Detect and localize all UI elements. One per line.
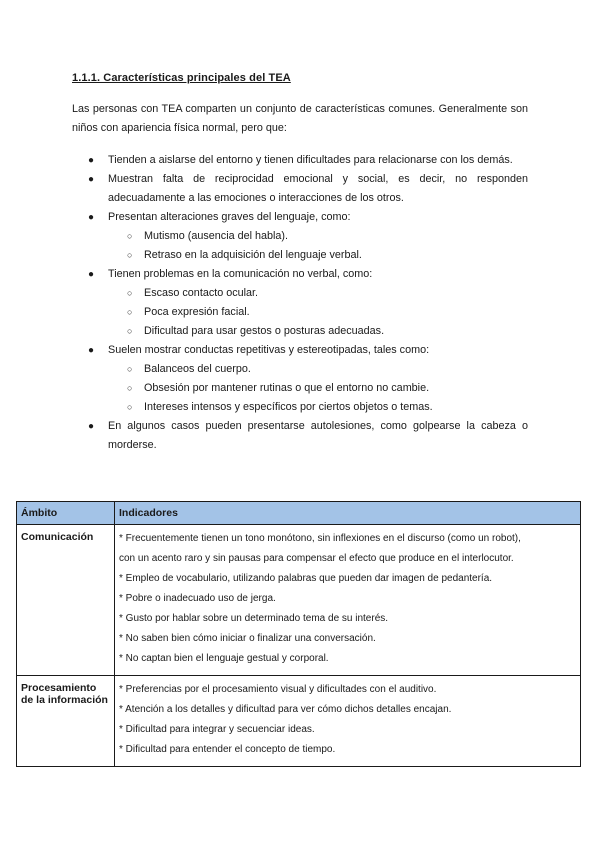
- sub-list-item-text: Retraso en la adquisición del lenguaje verbal.: [144, 249, 362, 261]
- sub-list-item: [72, 322, 528, 341]
- indicator-line: * Frecuentemente tienen un tono monótono, sin inflexiones en el discurso (como un robot),: [119, 533, 521, 544]
- section-heading: 1.1.1. Características principales del TEA: [72, 72, 291, 84]
- list-item-text: Tienden a aislarse del entorno y tienen dificultades para relacionarse con los demás.: [108, 154, 513, 166]
- list-item: [72, 265, 528, 284]
- sub-list-item: [72, 284, 528, 303]
- circle-bullet-icon: ○: [127, 231, 133, 241]
- indicadores-cell: [115, 676, 581, 767]
- sub-list-item: [72, 360, 528, 379]
- list-item: [72, 170, 528, 208]
- list-item: [72, 151, 528, 170]
- characteristics-list: [72, 151, 528, 455]
- list-item-text: En algunos casos pueden presentarse autolesiones, como golpearse la cabeza o morderse.: [108, 420, 528, 451]
- list-item-text: Presentan alteraciones graves del lenguaje, como:: [108, 211, 351, 223]
- circle-bullet-icon: ○: [127, 402, 133, 412]
- indicator-line: * Gusto por hablar sobre un determinado tema de su interés.: [119, 613, 389, 624]
- header-ambito: Ámbito: [17, 502, 115, 525]
- table-row: [17, 525, 581, 676]
- table-row: [17, 676, 581, 767]
- sub-list-item-text: Balanceos del cuerpo.: [144, 363, 251, 375]
- list-item: [72, 208, 528, 227]
- indicator-line: * Preferencias por el procesamiento visual y dificultades con el auditivo.: [119, 684, 437, 695]
- list-item-text: Suelen mostrar conductas repetitivas y estereotipadas, tales como:: [108, 344, 430, 356]
- circle-bullet-icon: ○: [127, 307, 133, 317]
- bullet-icon: ●: [88, 269, 95, 280]
- indicator-line: * No saben bien cómo iniciar o finalizar una conversación.: [119, 633, 376, 644]
- header-indicadores: Indicadores: [115, 502, 581, 525]
- bullet-icon: ●: [88, 421, 95, 432]
- list-item: [72, 341, 528, 360]
- sub-list-item-text: Dificultad para usar gestos o posturas adecuadas.: [144, 325, 385, 337]
- indicator-line: * Empleo de vocabulario, utilizando palabras que pueden dar imagen de pedantería.: [119, 573, 493, 584]
- indicator-line: * Dificultad para integrar y secuenciar ideas.: [119, 724, 315, 735]
- indicator-line: * Atención a los detalles y dificultad para ver cómo dichos detalles encajan.: [119, 704, 452, 715]
- indicator-line: * Pobre o inadecuado uso de jerga.: [119, 593, 276, 604]
- circle-bullet-icon: ○: [127, 288, 133, 298]
- sub-list-item-text: Intereses intensos y específicos por ciertos objetos o temas.: [144, 401, 433, 413]
- bullet-icon: ●: [88, 212, 95, 223]
- indicators-table: [16, 501, 581, 767]
- list-item-text: Muestran falta de reciprocidad emocional y social, es decir, no responden adecuadamente a las emociones o interacciones de los otros.: [108, 173, 528, 204]
- bullet-icon: ●: [88, 155, 95, 166]
- circle-bullet-icon: ○: [127, 326, 133, 336]
- indicator-line: * No captan bien el lenguaje gestual y corporal.: [119, 653, 329, 664]
- sub-list-item: [72, 303, 528, 322]
- table-header-row: [17, 502, 581, 525]
- ambito-cell: Procesamiento de la información: [17, 676, 115, 767]
- sub-list-item-text: Obsesión por mantener rutinas o que el entorno no cambie.: [144, 382, 430, 394]
- indicator-line: con un acento raro y sin pausas para compensar el efecto que produce en el interlocutor.: [119, 553, 514, 564]
- sub-list-item: [72, 227, 528, 246]
- sub-list-item-text: Escaso contacto ocular.: [144, 287, 259, 299]
- bullet-icon: ●: [88, 345, 95, 356]
- bullet-icon: ●: [88, 174, 95, 185]
- sub-list-item: [72, 379, 528, 398]
- circle-bullet-icon: ○: [127, 383, 133, 393]
- list-item: [72, 417, 528, 455]
- list-item-text: Tienen problemas en la comunicación no verbal, como:: [108, 268, 373, 280]
- indicator-line: * Dificultad para entender el concepto de tiempo.: [119, 744, 336, 755]
- table-body: [17, 525, 581, 767]
- sub-list-item: [72, 398, 528, 417]
- ambito-cell: Comunicación: [17, 525, 115, 676]
- intro-paragraph: Las personas con TEA comparten un conjunto de características comunes. Generalmente son niños con apariencia física normal, pero que:: [72, 103, 528, 134]
- indicadores-cell: [115, 525, 581, 676]
- sub-list-item-text: Poca expresión facial.: [144, 306, 250, 318]
- sub-list-item: [72, 246, 528, 265]
- circle-bullet-icon: ○: [127, 364, 133, 374]
- sub-list-item-text: Mutismo (ausencia del habla).: [144, 230, 289, 242]
- circle-bullet-icon: ○: [127, 250, 133, 260]
